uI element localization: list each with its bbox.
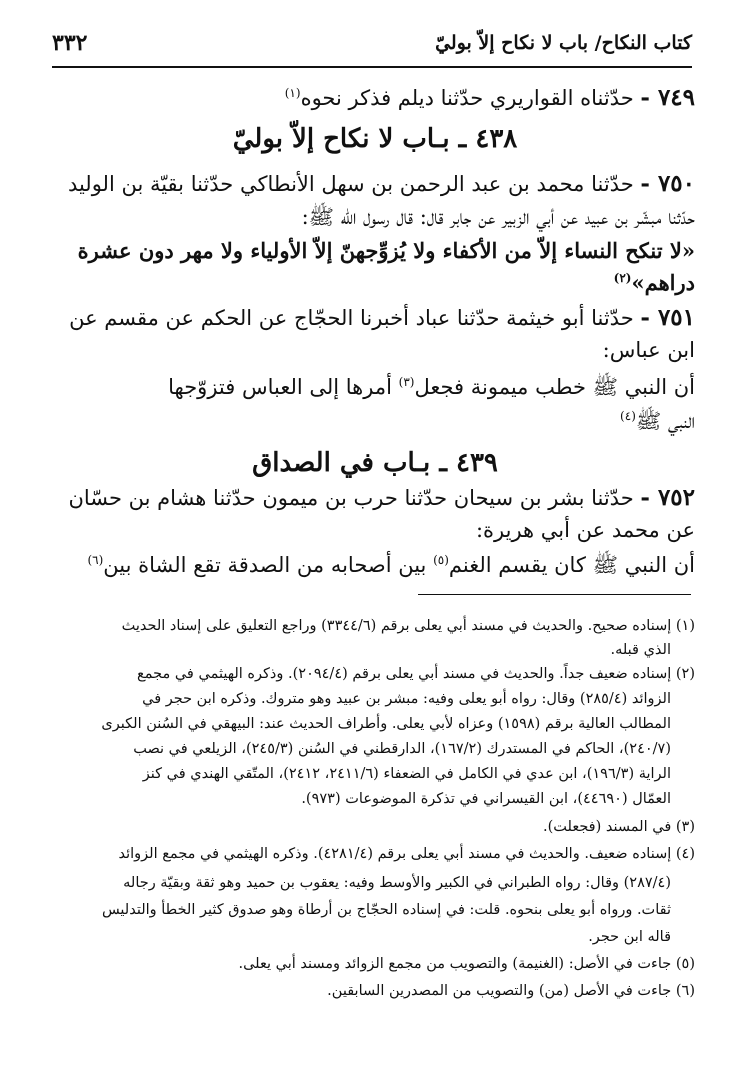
matn-text: النبي ﷺ: [635, 409, 695, 433]
footnote-1-cont: الذي قبله.: [610, 642, 671, 658]
footnote-6: (٦) جاءت في الأصل (من) والتصويب من المصدرين السابقين.: [327, 983, 695, 999]
hadith-text: حدّثنا أبو خيثمة حدّثنا عباد أخبرنا الحجّاج عن الحكم عن مقسم عن: [69, 306, 634, 330]
hadith-number: ٧٤٩ -: [640, 84, 695, 111]
page-number: ٣٣٢: [52, 30, 88, 56]
hadith-number: ٧٥١ -: [640, 304, 695, 331]
footnote-ref: (٣): [398, 375, 415, 389]
matn-line: [87, 552, 695, 583]
matn-line: «لا تنكح النساء إلاّ من الأكفاء ولا يُزوِّجهنّ إلاّ الأولياء ولا مهر دون عشرة: [77, 238, 695, 263]
matn-text: أن النبي ﷺ كان يقسم الغنم: [448, 553, 695, 577]
matn-text: أمرها إلى العباس فتزوّجها: [168, 375, 392, 399]
footnote-2: (٢) إسناده ضعيف جداً. والحديث في مسند أبي يعلى برقم (٢٠٩٤/٤). وذكره الهيثمي في مجمع: [137, 666, 695, 682]
footnote-2-cont: المطالب العالية برقم (١٥٩٨) وعزاه لأبي يعلى. وأطراف الحديث عند: البيهقي في السُنن الكبرى: [101, 716, 671, 732]
footnote-2-cont: العمّال (٤٤٦٩٠)، ابن القيسراني في تذكرة الموضوعات (٩٧٣).: [301, 791, 671, 807]
footnote-4-cont: قاله ابن حجر.: [588, 929, 671, 945]
hadith-number: ٧٥٠ -: [640, 170, 695, 197]
hadith-text: حدّثنا بشر بن سيحان حدّثنا حرب بن ميمون حدّثنا هشام بن حسّان: [68, 486, 634, 510]
footnote-1: (١) إسناده صحيح. والحديث في مسند أبي يعلى برقم (٣٣٤٤/٦) وراجع التعليق على إسناد الحديث: [121, 618, 695, 634]
footnote-separator: [418, 594, 691, 595]
chapter-heading: ٤٣٨ ـ بـاب لا نكاح إلاّ بوليّ: [232, 124, 518, 154]
hadith-752: [68, 484, 695, 511]
footnote-ref: (٤): [620, 409, 636, 423]
footnote-4-cont: (٢٨٧/٤) وقال: رواه الطبراني في الكبير والأوسط وفيه: يعقوب بن حميد وهو ثقة وبقيّة رجاله: [123, 875, 671, 891]
hadith-text: حدّثناه القواريري حدّثنا ديلم فذكر نحوه: [300, 86, 634, 110]
matn-text: أن النبي ﷺ خطب ميمونة فجعل: [414, 375, 695, 399]
matn-text: دراهم»: [631, 270, 695, 295]
hadith-749: [285, 84, 695, 111]
hadith-number: ٧٥٢ -: [640, 484, 695, 511]
running-header: [52, 30, 692, 64]
footnote-4: (٤) إسناده ضعيف. والحديث في مسند أبي يعلى برقم (٤٢٨١/٤). وذكره الهيثمي في مجمع الزوائد: [118, 846, 695, 862]
matn-line: [168, 374, 695, 405]
footnote-ref: (٥): [433, 553, 449, 567]
footnote-2-cont: (٢٤٠/٧)، الحاكم في المستدرك (١٦٧/٢)، الدارقطني في السُنن (٢٤٥/٣)، الزيلعي في نصب: [133, 741, 671, 757]
running-title: كتاب النكاح/ باب لا نكاح إلاّ بوليّ: [435, 32, 692, 54]
footnote-2-cont: الزوائد (٢٨٥/٤) وقال: رواه أبو يعلى وفيه: مبشر بن عبيد وهو متروك. وذكره ابن حجر في: [142, 691, 671, 707]
hadith-text-line: ابن عباس:: [602, 338, 695, 362]
matn-text: بين أصحابه من الصدقة تقع الشاة بين: [103, 553, 427, 577]
hadith-751: [69, 304, 695, 331]
chapter-heading: ٤٣٩ ـ بـاب في الصداق: [252, 448, 498, 478]
footnote-ref: (٦): [87, 553, 104, 567]
footnote-3: (٣) في المسند (فجعلت).: [543, 819, 695, 835]
footnote-5: (٥) جاءت في الأصل: (الغنيمة) والتصويب من مجمع الزوائد ومسند أبي يعلى.: [238, 956, 695, 972]
footnote-ref: (٢): [613, 271, 632, 285]
matn-line: [620, 408, 695, 439]
hadith-750: [68, 170, 695, 197]
hadith-text: حدّثنا محمد بن عبد الرحمن بن سهل الأنطاكي حدّثنا بقيّة بن الوليد: [67, 172, 634, 196]
footnote-ref: (١): [284, 86, 301, 100]
hadith-text-line: حدّثنا مبشّر بن عبيد عن أبي الزبير عن جابر قال: قال رسول الله ﷺ:: [301, 205, 695, 229]
header-rule: [52, 66, 692, 68]
footnote-2-cont: الراية (١٩٦/٣)، ابن عدي في الكامل في الضعفاء (٢٤١١/٦، ٢٤١٢)، المتّقي الهندي في كنز: [142, 766, 671, 782]
hadith-text-line: عن محمد عن أبي هريرة:: [475, 518, 695, 542]
footnote-4-cont: ثقات. ورواه أبو يعلى بنحوه. قلت: في إسناده الحجّاج بن أرطاة وهو صدوق كثير الخطأ والتدليس: [101, 902, 671, 918]
matn-line: [614, 270, 695, 295]
